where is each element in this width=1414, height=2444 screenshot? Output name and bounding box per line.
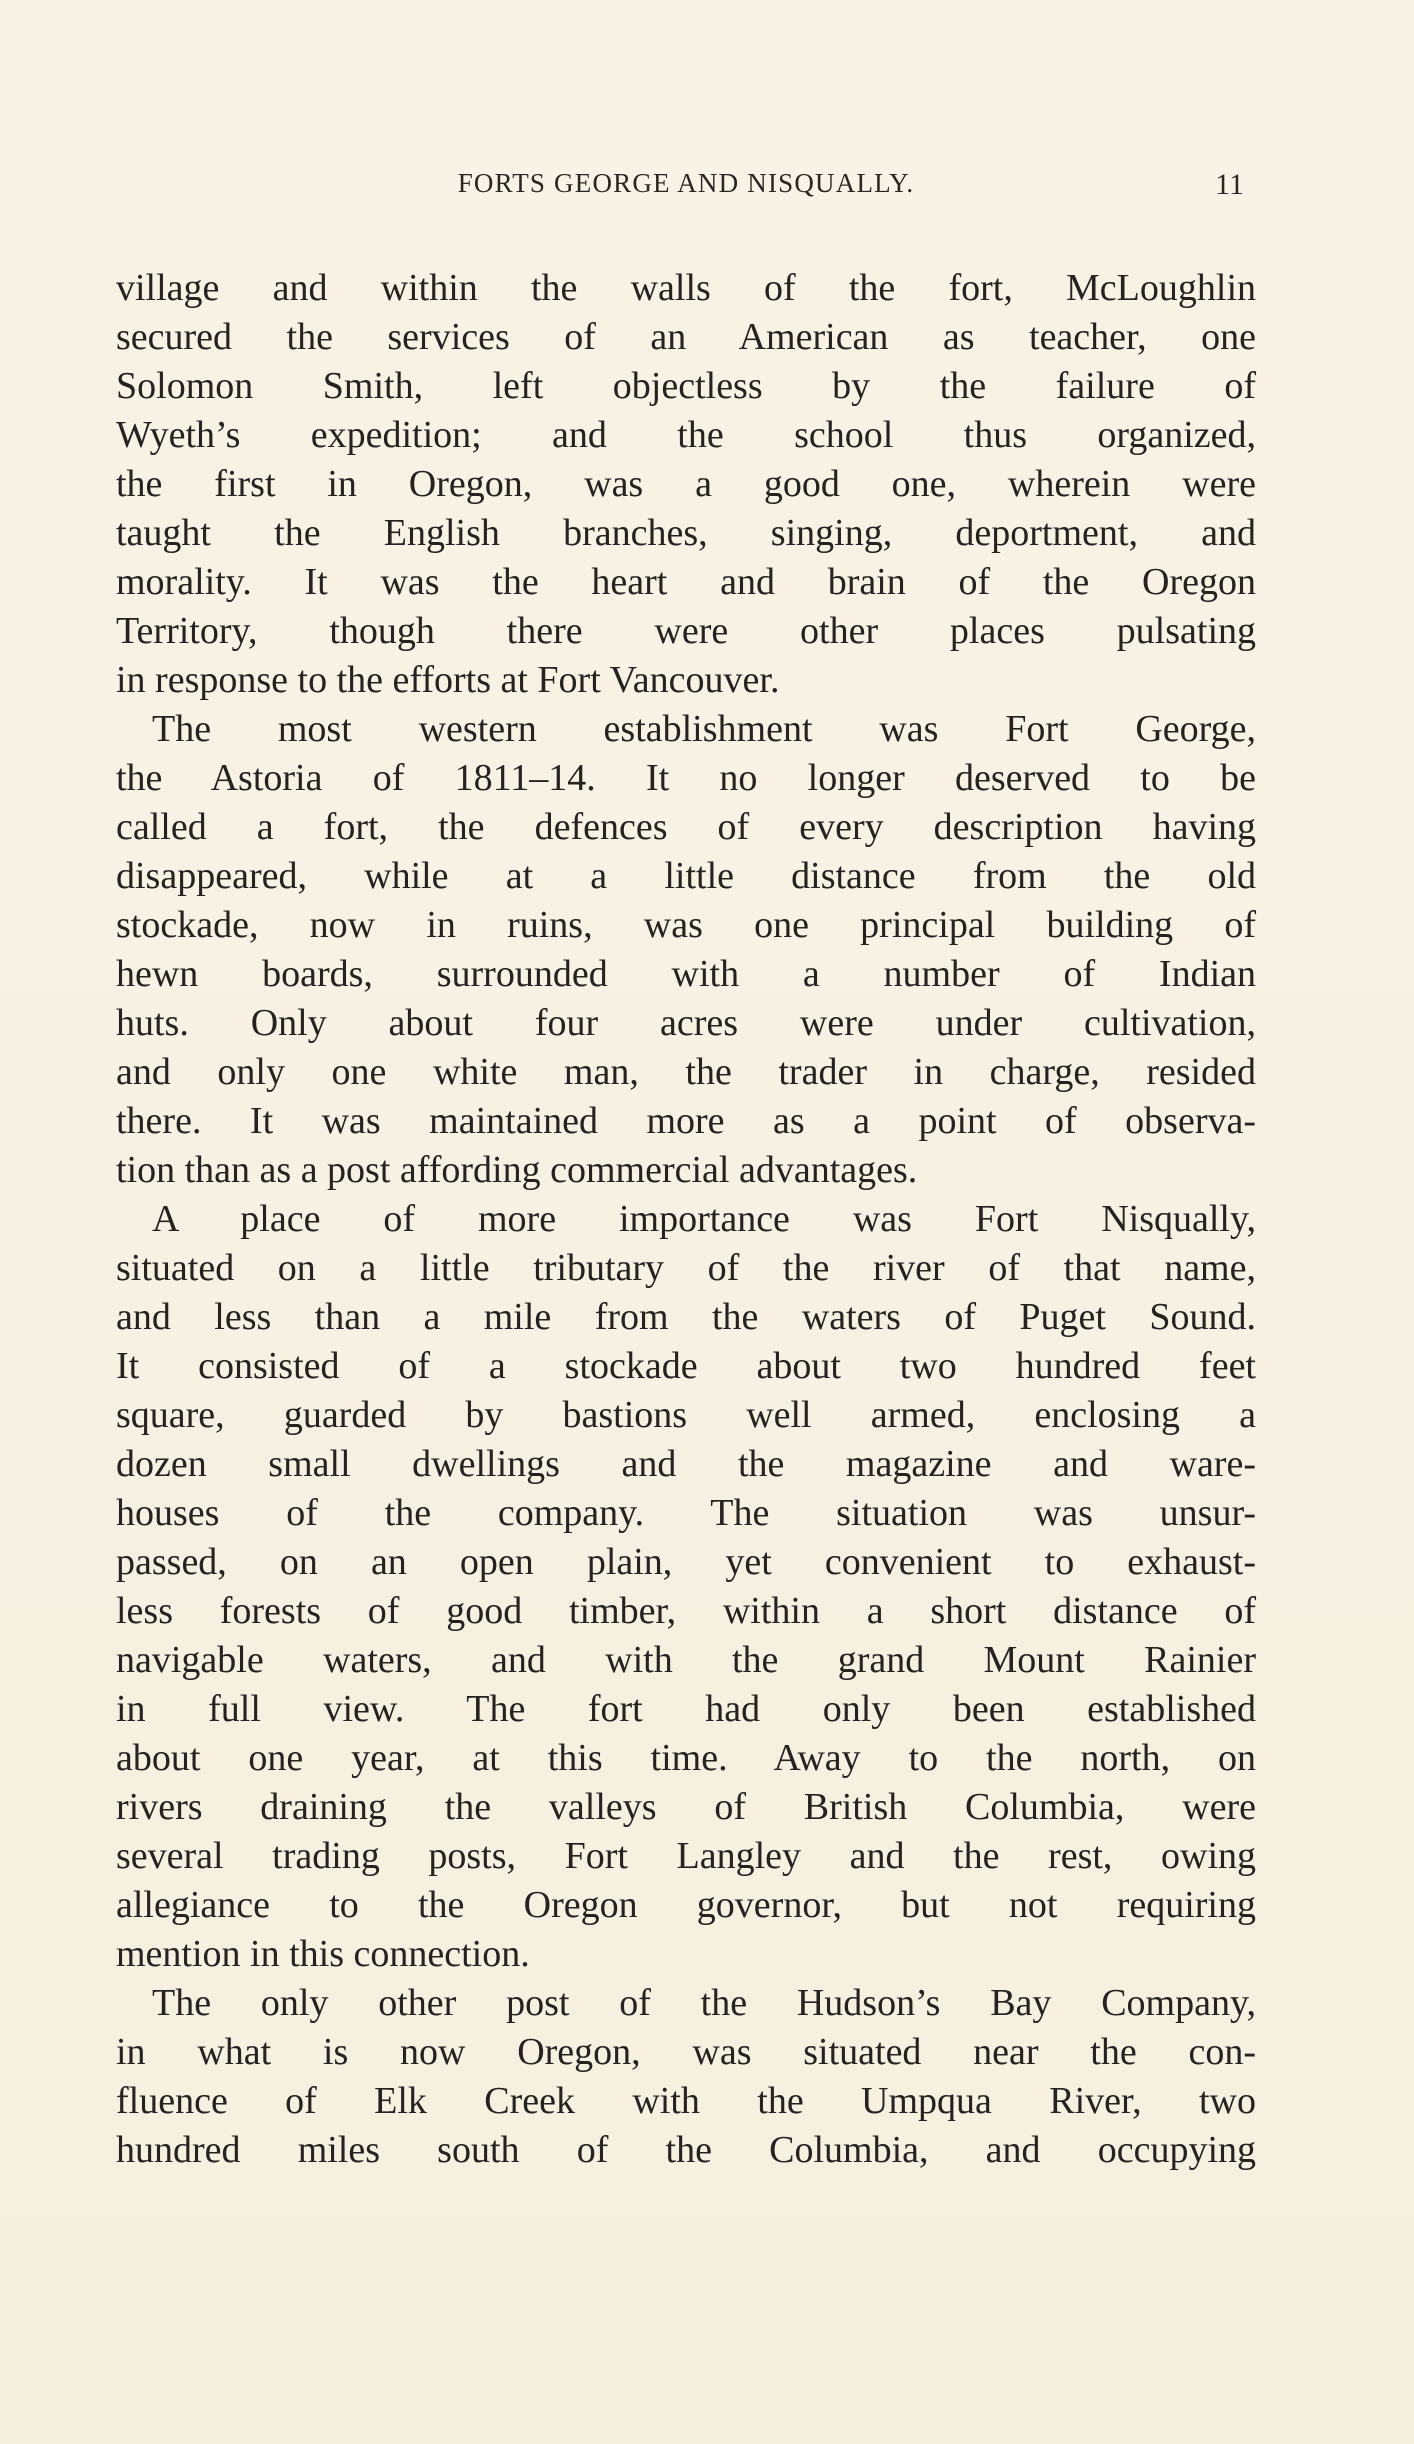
text-line-2: secured the services of an American as teacher, one [116, 316, 1256, 358]
text-line-12: called a fort, the defences of every description having [116, 806, 1256, 848]
text-line-30: in full view. The fort had only been established [116, 1688, 1256, 1730]
text-line-9: in response to the efforts at Fort Vancouver. [116, 659, 780, 701]
text-line-21: situated on a little tributary of the river of that name, [116, 1247, 1256, 1289]
text-line-3: Solomon Smith, left objectless by the failure of [116, 365, 1256, 407]
running-head [116, 168, 1256, 212]
text-line-39: hundred miles south of the Columbia, and occupying [116, 2129, 1256, 2171]
text-line-10: The most western establishment was Fort George, [152, 708, 1256, 750]
text-line-32: rivers draining the valleys of British Columbia, were [116, 1786, 1256, 1828]
text-line-26: houses of the company. The situation was unsur- [116, 1492, 1256, 1534]
text-line-38: fluence of Elk Creek with the Umpqua River, two [116, 2080, 1256, 2122]
body-text [116, 262, 1256, 2222]
text-line-13: disappeared, while at a little distance from the old [116, 855, 1256, 897]
running-title: FORTS GEORGE AND NISQUALLY. [457, 168, 915, 198]
text-line-35: mention in this connection. [116, 1933, 530, 1975]
text-line-19: tion than as a post affording commercial advantages. [116, 1149, 918, 1191]
text-line-15: hewn boards, surrounded with a number of Indian [116, 953, 1256, 995]
text-line-7: morality. It was the heart and brain of the Oregon [116, 561, 1256, 603]
text-line-29: navigable waters, and with the grand Mount Rainier [116, 1639, 1256, 1681]
text-line-28: less forests of good timber, within a short distance of [116, 1590, 1256, 1632]
text-line-8: Territory, though there were other places pulsating [116, 610, 1256, 652]
text-line-11: the Astoria of 1811–14. It no longer deserved to be [116, 757, 1256, 799]
page-number: 11 [1215, 168, 1244, 201]
text-line-1: village and within the walls of the fort, McLoughlin [116, 267, 1256, 309]
text-line-18: there. It was maintained more as a point of observa- [116, 1100, 1256, 1142]
text-line-33: several trading posts, Fort Langley and the rest, owing [116, 1835, 1256, 1877]
text-line-31: about one year, at this time. Away to the north, on [116, 1737, 1256, 1779]
text-line-23: It consisted of a stockade about two hundred feet [116, 1345, 1256, 1387]
text-line-25: dozen small dwellings and the magazine and ware- [116, 1443, 1256, 1485]
text-line-22: and less than a mile from the waters of Puget Sound. [116, 1296, 1256, 1338]
text-line-5: the first in Oregon, was a good one, wherein were [116, 463, 1256, 505]
text-line-16: huts. Only about four acres were under cultivation, [116, 1002, 1256, 1044]
text-line-27: passed, on an open plain, yet convenient to exhaust- [116, 1541, 1256, 1583]
text-line-17: and only one white man, the trader in charge, resided [116, 1051, 1256, 1093]
text-line-6: taught the English branches, singing, deportment, and [116, 512, 1256, 554]
text-line-36: The only other post of the Hudson’s Bay Company, [152, 1982, 1256, 2024]
text-line-20: A place of more importance was Fort Nisqually, [152, 1198, 1256, 1240]
text-line-24: square, guarded by bastions well armed, enclosing a [116, 1394, 1256, 1436]
text-line-34: allegiance to the Oregon governor, but not requiring [116, 1884, 1256, 1926]
text-line-14: stockade, now in ruins, was one principal building of [116, 904, 1256, 946]
text-line-37: in what is now Oregon, was situated near the con- [116, 2031, 1256, 2073]
text-line-4: Wyeth’s expedition; and the school thus organized, [116, 414, 1256, 456]
